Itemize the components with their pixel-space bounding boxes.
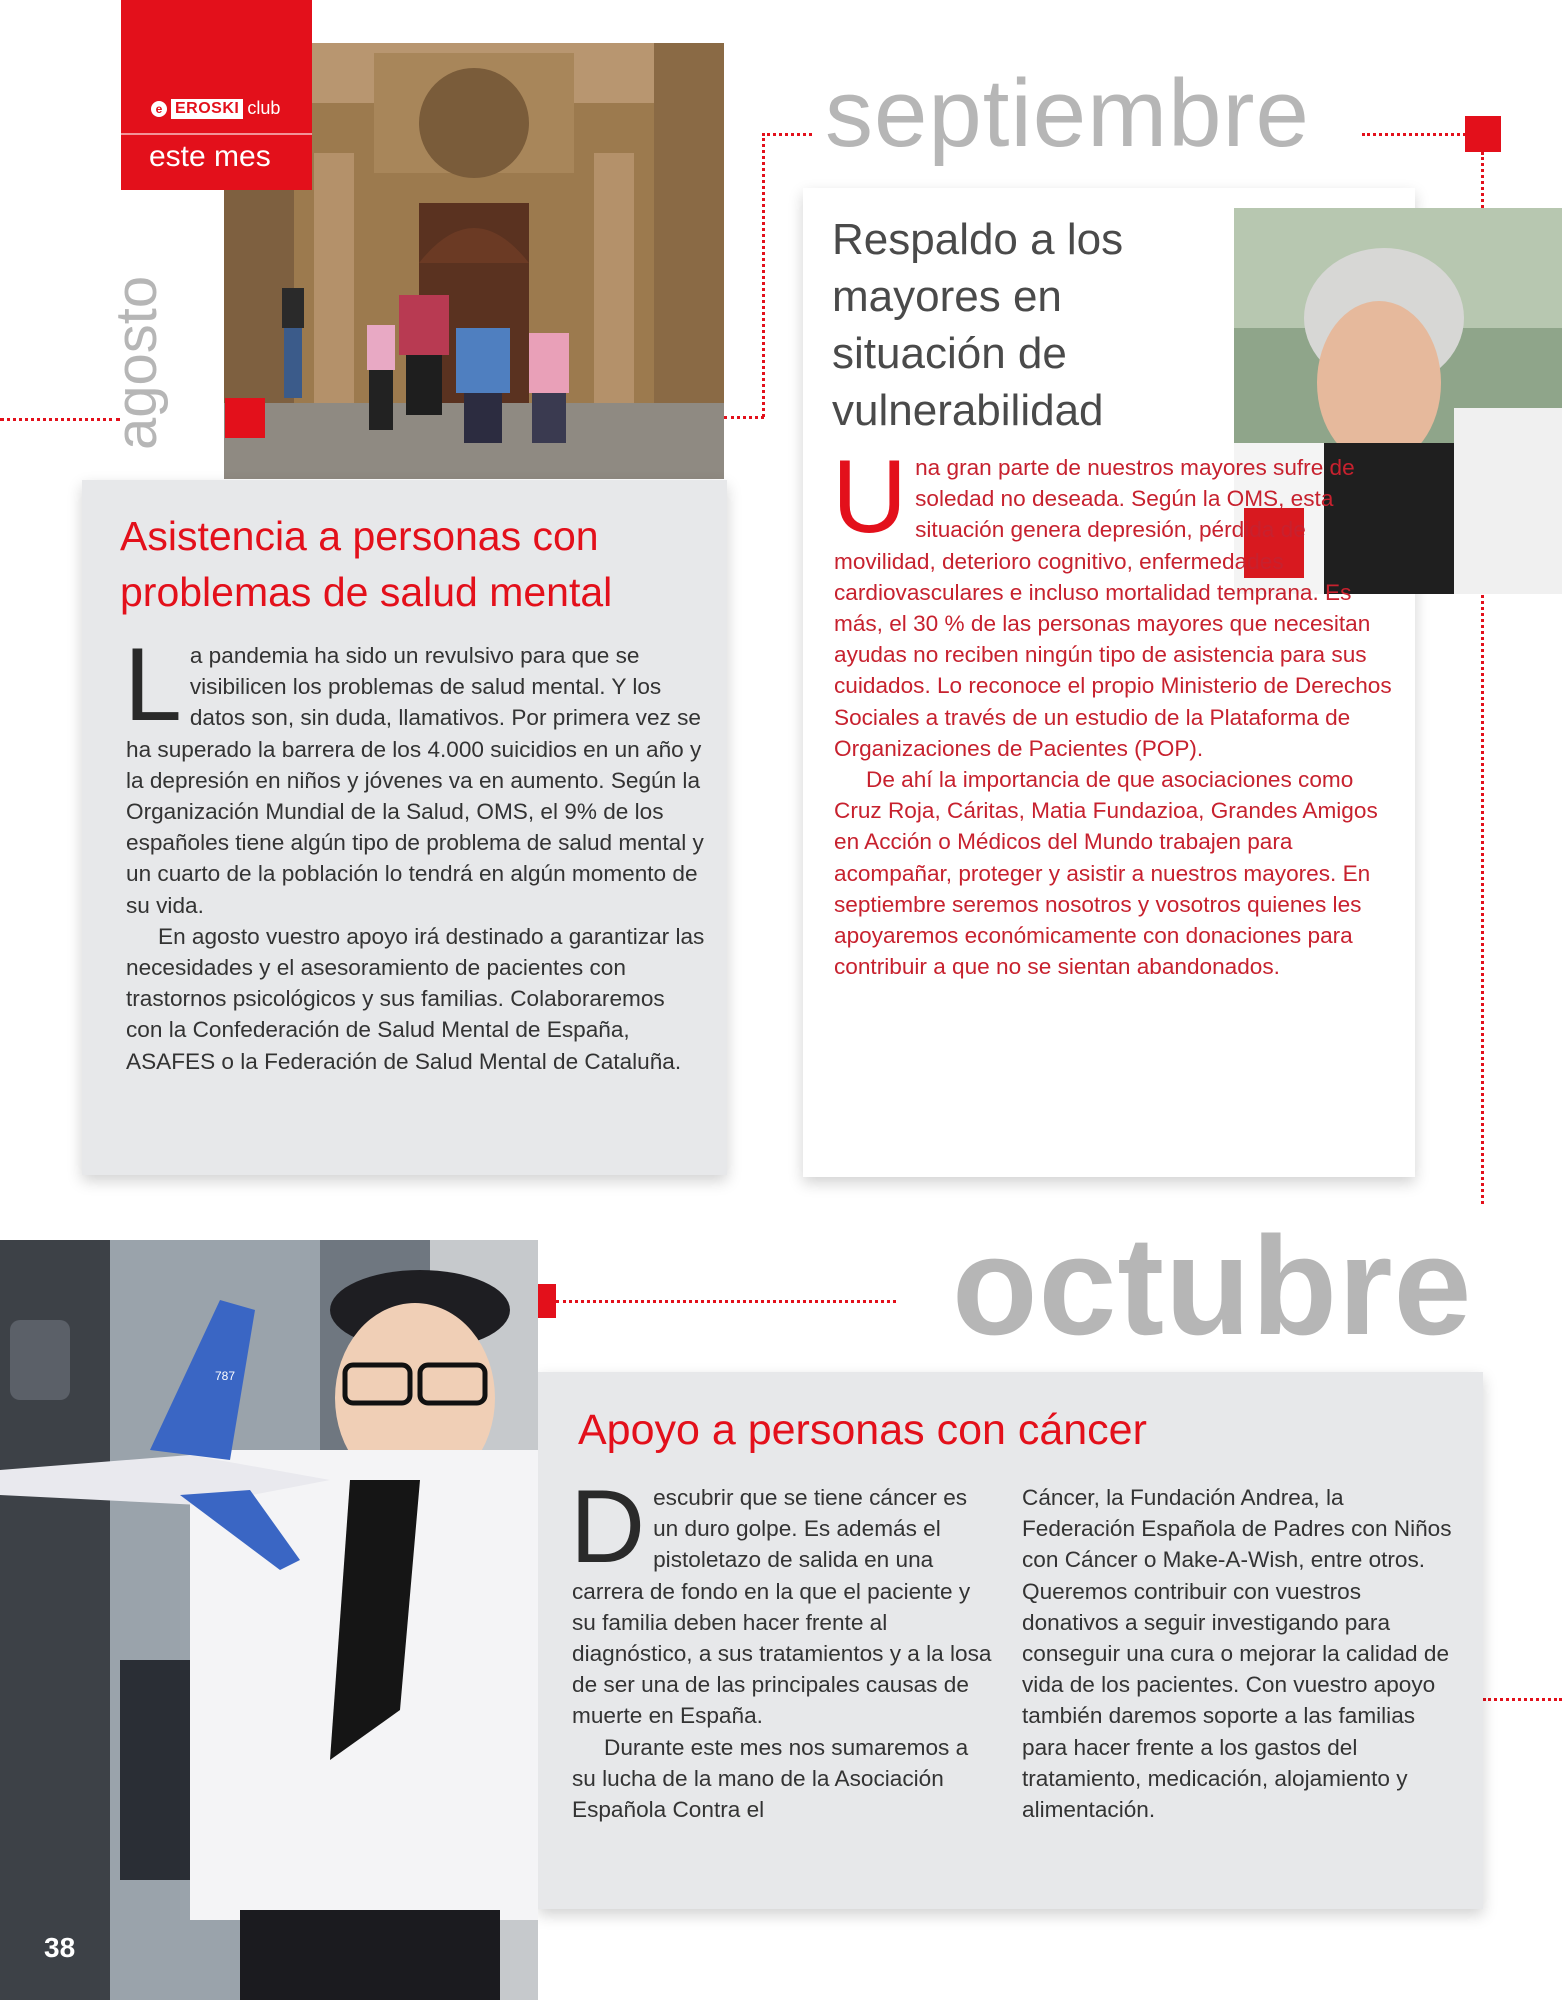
dotted-line-church-join [724,416,764,419]
dotted-line-oct-left [556,1300,896,1303]
october-paragraph-1: escubrir que se tiene cáncer es un duro golpe. Es además el pistoletazo de salida en una carrera de fondo en la que el paciente y su familia deben hacer frente al diagnóstico, a sus tratamientos y a la losa de ser una de las principales causas de muerte en España. [572,1485,992,1729]
dotted-line-sep-left [762,133,812,136]
august-paragraph-1: a pandemia ha sido un revulsivo para que se visibilicen los problemas de salud mental. Y los datos son, sin duda, llamativos. Por primera vez se ha superado la barrera de los 4.000 suicidios en un año y la depresión en niños y jóvenes va en aumento. Según la Organización Mundial de la Salud, OMS, el 9% de los españoles tiene algún tipo de problema de salud mental y un cuarto de la población lo tendrá en algún momento de su vida. [126,643,704,918]
page-number: 38 [44,1932,76,1963]
october-article-body-column-2 [1022,1482,1462,1825]
brand-suffix: club [247,98,281,118]
red-square-marker [225,398,265,438]
august-article-title: Asistencia a personas con problemas de salud mental [120,513,613,615]
august-article-body [124,627,706,1077]
badge-divider [121,133,312,135]
month-september: septiembre [825,60,1310,167]
august-dropcap: L [124,627,182,743]
september-dropcap: U [832,439,908,555]
child-pilot-photo [0,1240,538,2000]
brand-name: EROSKI [171,99,243,119]
september-paragraph-2: De ahí la importancia de que asociaciones como Cruz Roja, Cáritas, Matia Fundazioa, Grandes Amigos en Acción o Médicos del Mundo trabajen para acompañar, proteger y asistir a nuestros mayores. En septiembre seremos nosotros y vosotros quienes les apoyaremos económicamente con donaciones para contribuir a que no se sientan abandonados. [834,767,1378,980]
september-article-body [832,439,1394,982]
october-article-title: Apoyo a personas con cáncer [578,1406,1147,1454]
dotted-line-august-left [0,418,120,421]
october-paragraph-3: Cáncer, la Fundación Andrea, la Federación Española de Padres con Niños con Cáncer o Make-A-Wish, entre otros. Queremos contribuir con vuestros donativos a seguir investigando para conseguir una cura o mejorar la calidad de vida de los pacientes. Con vuestro apoyo también daremos soporte a las familias para hacer frente a los gastos del tratamiento, medicación, alojamiento y alimentación. [1022,1485,1452,1823]
dotted-line-church-right [762,133,765,417]
dotted-line-sep-right [1362,133,1466,136]
october-paragraph-2: Durante este mes nos sumaremos a su lucha de la mano de la Asociación Española Contra el [572,1734,969,1823]
month-october: octubre [952,1207,1473,1364]
eroski-club-logo [151,98,280,119]
eroski-logo-icon: e [151,101,167,117]
october-article-body-column-1 [570,1469,992,1825]
plane-tail-number: 787 [215,1369,236,1383]
red-square-marker [1465,116,1501,152]
section-label: este mes [149,140,271,173]
august-paragraph-2: En agosto vuestro apoyo irá destinado a garantizar las necesidades y el asesoramiento de pacientes con trastornos psicológicos y sus familias. Colaboraremos con la Confederación de Salud Mental de España, ASAFES o la Federación de Salud Mental de Cataluña. [126,923,705,1074]
september-paragraph-1: na gran parte de nuestros mayores sufre de soledad no deseada. Según la OMS, esta situación genera depresión, pérdida de movilidad, deterioro cognitivo, enfermedades cardiovasculares e incluso mortalidad temprana. Es más, el 30 % de las personas mayores que necesitan ayudas no reciben ningún tipo de asistencia para sus cuidados. Lo reconoce el propio Ministerio de Derechos Sociales a través de un estudio de la Plataforma de Organizaciones de Pacientes (POP). [834,455,1392,761]
header-badge [121,0,312,190]
september-article-title: Respaldo a los mayores en situación de vulnerabilidad [832,215,1124,435]
dotted-line-oct-right [1483,1698,1562,1701]
month-august: agosto [104,275,169,450]
october-dropcap: D [570,1469,646,1585]
